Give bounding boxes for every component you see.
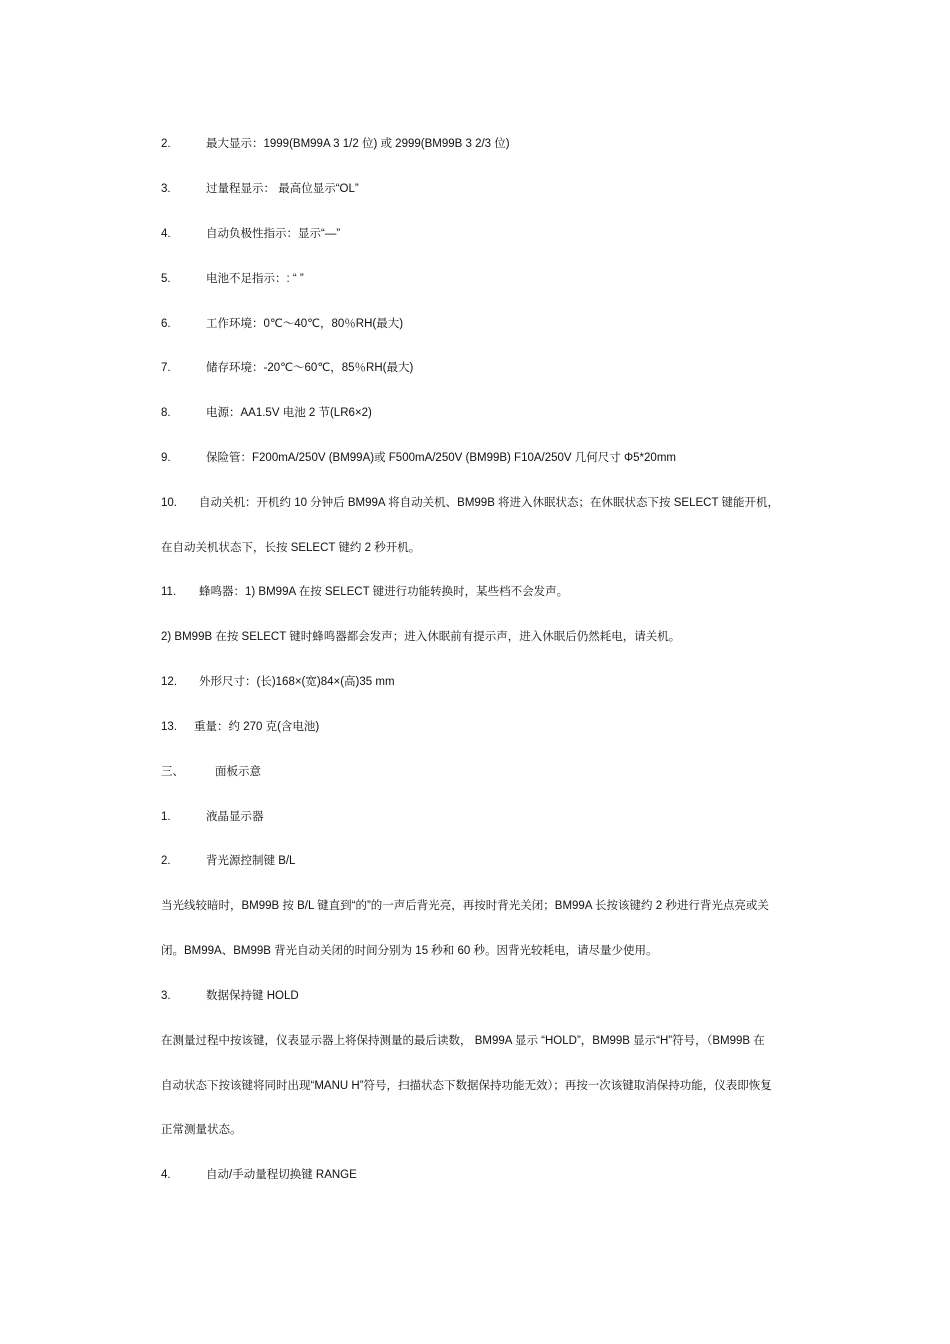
item-text: 过量程显示： 最高位显示“OL”	[206, 183, 359, 195]
paragraph-line: 自动状态下按该键将同时出现“MANU H”符号，扫描状态下数据保持功能无效）；再按一次该键取消保持功能，仪表即恢复	[161, 1080, 772, 1092]
section-number: 三、	[161, 766, 184, 778]
item-number: 4.	[161, 228, 171, 240]
item-number: 7.	[161, 362, 171, 374]
paragraph-line: 正常测量状态。	[161, 1124, 242, 1136]
continuation-line: 2) BM99B 在按 SELECT 键时蜂鸣器都会发声；进入休眠前有提示声，进入休眠后仍然耗电，请关机。	[161, 631, 681, 643]
item-text: 背光源控制键 B/L	[206, 855, 296, 867]
item-number: 6.	[161, 318, 171, 330]
paragraph-line: 闭。BM99A、BM99B 背光自动关闭的时间分别为 15 秒和 60 秒。因背光较耗电，请尽量少使用。	[161, 945, 658, 957]
paragraph-line: 当光线较暗时，BM99B 按 B/L 键直到“的”的一声后背光亮，再按时背光关闭；BM99A 长按该键约 2 秒进行背光点亮或关	[161, 900, 769, 912]
item-number: 5.	[161, 273, 171, 285]
item-text: 电源：AA1.5V 电池 2 节(LR6×2)	[206, 407, 372, 419]
item-text: 外形尺寸：(长)168×(宽)84×(高)35 mm	[199, 676, 395, 688]
item-number: 8.	[161, 407, 171, 419]
item-number: 12.	[161, 676, 177, 688]
item-number: 4.	[161, 1169, 171, 1181]
continuation-line: 在自动关机状态下，长按 SELECT 键约 2 秒开机。	[161, 542, 421, 554]
item-text: 工作环境：0℃～40℃，80％RH(最大)	[206, 318, 404, 330]
item-number: 11.	[161, 586, 177, 598]
item-text: 液晶显示器	[206, 811, 264, 823]
section-title: 面板示意	[215, 766, 261, 778]
item-text: 重量：约 270 克(含电池)	[194, 721, 320, 733]
item-number: 2.	[161, 855, 171, 867]
item-text: 自动/手动量程切换键 RANGE	[206, 1169, 357, 1181]
item-number: 3.	[161, 990, 171, 1002]
item-number: 3.	[161, 183, 171, 195]
item-text: 自动负极性指示：显示“—”	[206, 228, 341, 240]
item-text: 电池不足指示：: “ ”	[206, 273, 304, 285]
item-number: 2.	[161, 138, 171, 150]
item-text: 数据保持键 HOLD	[206, 990, 299, 1002]
item-text: 储存环境：-20℃～60℃，85％RH(最大)	[206, 362, 414, 374]
item-number: 1.	[161, 811, 171, 823]
item-text: 蜂鸣器：1) BM99A 在按 SELECT 键进行功能转换时，某些档不会发声。	[199, 586, 569, 598]
item-text: 自动关机：开机约 10 分钟后 BM99A 将自动关机、BM99B 将进入休眠状态；在休眠状态下按 SELECT 键能开机，	[199, 497, 779, 509]
item-text: 最大显示：1999(BM99A 3 1/2 位) 或 2999(BM99B 3 2/3 位)	[206, 138, 510, 150]
item-number: 9.	[161, 452, 171, 464]
item-number: 13.	[161, 721, 177, 733]
item-number: 10.	[161, 497, 177, 509]
paragraph-line: 在测量过程中按该键，仪表显示器上将保持测量的最后读数， BM99A 显示 “HOLD”，BM99B 显示“H”符号，（BM99B 在	[161, 1035, 765, 1047]
item-text: 保险管：F200mA/250V (BM99A)或 F500mA/250V (BM99B) F10A/250V 几何尺寸 Φ5*20mm	[206, 452, 676, 464]
